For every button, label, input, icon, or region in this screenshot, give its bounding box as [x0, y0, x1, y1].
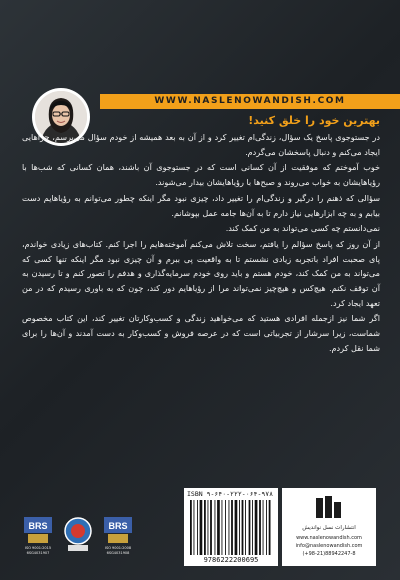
barcode-bar — [239, 500, 240, 555]
barcode-bar — [235, 500, 238, 555]
isbn-label: ISBN ۹-۶۴۰-۲۲۲-۰۶۴-۹۷۸ — [187, 490, 274, 498]
publisher-logo-icon — [314, 494, 344, 522]
barcode-bar — [194, 500, 195, 555]
barcode-number: 9786222200695 — [203, 556, 259, 564]
barcode-bar — [255, 500, 258, 555]
paragraph: سؤالی که ذهنم را درگیر و زندگی‌ام را تغییر داد، چیزی نبود مگر اینکه چطور می‌توانم به رؤیاهایم دست بیابم و به چه ابزارهایی نیاز دارم تا به آن‌ها جامه عمل بپوشانم. — [22, 192, 380, 218]
barcode-bar — [242, 500, 244, 555]
barcode-bar — [269, 500, 271, 555]
barcode-icon — [190, 500, 272, 555]
barcode-bar — [252, 500, 253, 555]
cert-line: ISO 9001:2015 — [24, 546, 52, 550]
publisher-phone: (+98-21)88942247-8 — [302, 551, 356, 557]
cert-line: ISO 9001:2008 — [104, 546, 132, 550]
certification-logo — [62, 515, 94, 559]
website-banner[interactable]: WWW.NASLENOWANDISH.COM — [100, 94, 400, 109]
barcode-bar — [197, 500, 198, 555]
barcode-bar — [259, 500, 261, 555]
barcode-bar — [249, 500, 251, 555]
cert-brand: BRS — [28, 521, 48, 531]
barcode-bar — [208, 500, 209, 555]
paragraph: نمی‌دانستم چه کسی می‌تواند به من کمک کند. — [225, 223, 380, 234]
paragraph: در جستوجوی پاسخ یک سؤال، زندگی‌ام تغییر کرد و از آن به بعد همیشه از خودم سؤال می‌پرسم، چراهایی ایجاد می‌کنم و دنبال پاسخشان می‌گردم. — [22, 132, 380, 157]
paragraph: از آن روز که پاسخ سؤالم را یافتم، سخت تلاش می‌کنم آموخته‌هایم را اجرا کنم. کتاب‌های زیادی خواندم، پای صحبت افراد باتجربه زیادی نشستم تا به واقعیت پی ببرم و آن چیزی نبود مگر اینکه تنها کسی که می‌تواند به من کمک کند، خودم هستم و باید روی خودم سرمایه‌گذاری و هدفم را تصور کنم و تا رسیدن به آن توقف نکنم. هیچ‌کس و هیچ‌چیز نمی‌تواند مرا از رؤیاهایم دور کند، چون که به باوری رسیدم که در من تعهد ایجاد کرد. — [22, 238, 380, 308]
barcode-bar — [190, 500, 192, 555]
barcode-bar — [210, 500, 212, 555]
paragraph: خوب آموختم که موفقیت از آن کسانی است که در جستوجوی آن باشند، همان کسانی که شب‌ها با رؤیاهایشان به خواب می‌روند و صبح‌ها با رؤیاهایشان بیدار می‌شوند. — [22, 162, 380, 188]
paragraph: اگر شما نیز ازجمله افرادی هستید که می‌خواهید زندگی و کسب‌وکارتان تغییر کند، این کتاب مخصوص شماست، زیرا سرشار از تجربیاتی است که در عرصه فروش و کسب‌وکار به دست آمدند و آن‌ها را برای شما نقل کردم. — [22, 313, 380, 353]
quality-seal-icon — [62, 515, 94, 555]
body-text — [22, 130, 380, 356]
barcode-bar — [217, 500, 220, 555]
barcode-bar — [263, 500, 264, 555]
barcode-bar — [200, 500, 203, 555]
publisher-name: انتشارات نسل نواندیش — [302, 525, 356, 531]
brs-certificate-icon — [102, 515, 134, 545]
barcode-bar — [229, 500, 230, 555]
barcode-bar — [266, 500, 267, 555]
cert-line: 6SG4031908 — [106, 551, 130, 555]
barcode-bar — [231, 500, 233, 555]
barcode-bar — [222, 500, 223, 555]
publisher-email[interactable]: info@naslenowandish.com — [295, 543, 363, 549]
cert-line: 6SG4031907 — [26, 551, 50, 555]
barcode-bar — [225, 500, 226, 555]
barcode-bar — [215, 500, 216, 555]
headline: بهترین خود را خلق کنید! — [248, 114, 380, 127]
publisher-website[interactable]: www.naslenowandish.com — [296, 535, 362, 541]
barcode-bar — [245, 500, 246, 555]
brs-certificate-icon — [22, 515, 54, 545]
certification-logo — [22, 515, 54, 559]
cert-brand: BRS — [108, 521, 128, 531]
barcode-bar — [204, 500, 206, 555]
certification-logo — [102, 515, 134, 559]
